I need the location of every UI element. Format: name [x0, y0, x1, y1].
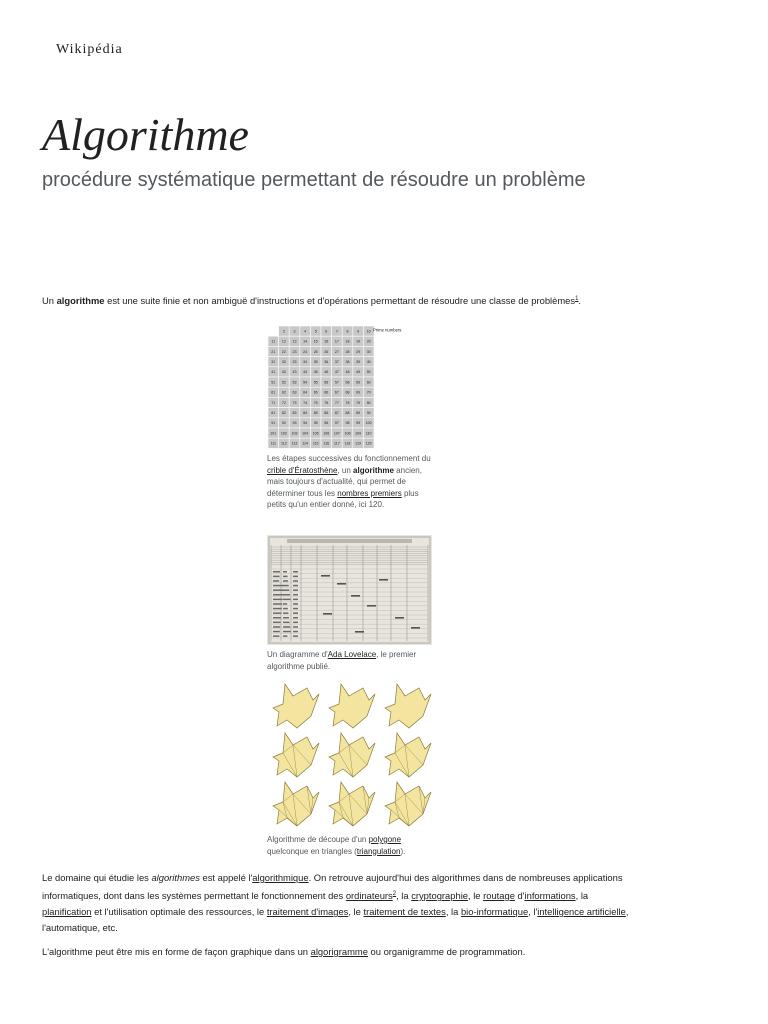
- caption-text: , un: [337, 465, 354, 475]
- link-routage[interactable]: routage: [483, 890, 515, 902]
- diagram-entry: [351, 595, 360, 597]
- diagram-entry: [273, 612, 281, 614]
- sieve-number: 3: [293, 329, 296, 334]
- caption-text: ancien, mais toujours d'actualité, qui permet de déterminer tous les: [267, 465, 422, 498]
- sieve-number: 22: [281, 349, 286, 354]
- diagram-entry: [283, 580, 288, 582]
- diagram-entry: [321, 575, 330, 577]
- sieve-number: 109: [355, 431, 362, 436]
- sieve-number: 45: [313, 370, 318, 375]
- sieve-number: 84: [303, 411, 308, 415]
- sieve-number: 43: [292, 370, 297, 375]
- sieve-number: 57: [334, 380, 339, 385]
- sieve-number: 52: [281, 380, 286, 385]
- sieve-number: 107: [333, 431, 340, 436]
- sieve-number: 67: [334, 390, 339, 395]
- sieve-number: 11: [271, 339, 276, 344]
- sieve-number: 104: [302, 431, 309, 436]
- diagram-entry: [293, 599, 298, 601]
- sieve-number: 88: [345, 411, 350, 415]
- sieve-number: 2: [282, 329, 285, 334]
- sieve-number: 50: [366, 370, 371, 375]
- diagram-entry: [367, 605, 376, 607]
- sieve-number: 36: [324, 360, 329, 364]
- sieve-number: 112: [281, 441, 287, 446]
- ref-link-2[interactable]: 2: [392, 891, 397, 897]
- sieve-number: 46: [324, 370, 329, 375]
- sieve-number: 35: [313, 360, 318, 364]
- diagram-entry: [283, 594, 290, 596]
- sieve-number: 72: [281, 400, 286, 405]
- link-traitement-images[interactable]: traitement d'images: [266, 906, 349, 918]
- caption-text: Un diagramme d': [267, 650, 328, 659]
- diagram-entry: [293, 571, 298, 573]
- sieve-number: 25: [313, 349, 318, 354]
- sieve-number: 93: [292, 421, 297, 426]
- triangulation-step: [385, 782, 431, 826]
- diagram-entry: [273, 599, 283, 601]
- sieve-number: 14: [303, 339, 308, 344]
- sieve-number: 114: [302, 441, 308, 446]
- link-intelligence-artificielle[interactable]: intelligence artificielle: [537, 906, 626, 918]
- triangulation-steps: [273, 684, 431, 826]
- sieve-grid: [268, 326, 374, 448]
- sieve-number: 115: [312, 441, 319, 446]
- sieve-legend: Prime numbers: [373, 327, 402, 333]
- diagram-entry: [273, 589, 283, 591]
- figure-caption-3: [267, 834, 432, 857]
- sieve-number: 17: [334, 339, 339, 344]
- sieve-number: 95: [313, 421, 318, 426]
- text: , l'automatique, etc.: [42, 906, 629, 934]
- diagram-entry: [273, 608, 282, 610]
- sieve-number: 96: [324, 421, 329, 426]
- sieve-number: 75: [313, 400, 318, 405]
- sieve-number: 56: [324, 380, 329, 385]
- sieve-number: 85: [313, 411, 318, 415]
- sieve-number: 5: [314, 329, 317, 334]
- intro-bold-term: algorithme: [56, 295, 105, 307]
- sieve-number: 8: [346, 329, 349, 334]
- link-ada-lovelace[interactable]: Ada Lovelace: [327, 650, 377, 659]
- caption-text: ).: [400, 846, 406, 856]
- diagram-entry: [283, 626, 290, 628]
- sieve-number: 62: [281, 390, 286, 395]
- sieve-number: 59: [356, 380, 361, 385]
- sieve-number: 15: [313, 339, 318, 344]
- diagram-entry: [293, 612, 298, 614]
- diagram-entry: [283, 622, 290, 624]
- diagram-entry: [283, 589, 289, 591]
- sieve-number: 86: [324, 411, 329, 415]
- link-planification[interactable]: planification: [42, 906, 92, 918]
- triangulation-step: [329, 782, 375, 826]
- triangulation-step: [385, 733, 431, 777]
- sieve-number: 73: [292, 400, 297, 405]
- sieve-number: 38: [345, 360, 350, 364]
- sieve-number: 117: [334, 441, 340, 446]
- sieve-number: 87: [334, 411, 339, 415]
- text: ou organigramme de programmation.: [367, 946, 526, 957]
- sieve-number: 61: [271, 390, 276, 395]
- sieve-number: 90: [366, 411, 371, 415]
- caption-text: plus petits qu'un entier donné, ici 120.: [267, 488, 419, 510]
- sieve-number: 100: [365, 421, 372, 426]
- sieve-number: 69: [356, 390, 361, 395]
- sieve-number: 65: [313, 390, 318, 395]
- sieve-number: 54: [303, 380, 308, 385]
- sieve-number: 19: [356, 339, 361, 344]
- figure-sieve: [267, 325, 432, 511]
- sieve-number: 31: [271, 360, 276, 364]
- sieve-number: 23: [292, 349, 297, 354]
- diagram-entry: [293, 635, 298, 637]
- link-polygone[interactable]: polygone: [368, 835, 402, 844]
- link-crible-eratosthene[interactable]: crible d'Ératosthène: [267, 465, 338, 475]
- diagram-entry: [273, 631, 280, 633]
- figure-ada-diagram: [267, 535, 432, 672]
- link-triangulation[interactable]: triangulation: [356, 846, 401, 856]
- sieve-number: 111: [270, 441, 277, 446]
- intro-text: .: [578, 295, 582, 307]
- emphasis-algorithmes: algorithmes: [151, 872, 200, 883]
- sieve-number: 34: [303, 360, 308, 364]
- sieve-number: 44: [303, 370, 308, 375]
- sieve-number: 91: [271, 421, 276, 426]
- page-subtitle: procédure systématique permettant de résoudre un problème: [42, 169, 586, 191]
- link-traitement-textes[interactable]: traitement de textes: [363, 906, 446, 918]
- diagram-entry: [293, 585, 298, 587]
- sieve-number: 53: [292, 380, 297, 385]
- triangulation-step: [329, 684, 375, 728]
- sieve-number: 102: [280, 431, 287, 436]
- sieve-number: 6: [325, 329, 328, 334]
- sieve-number: 63: [292, 390, 297, 395]
- triangulation-step: [329, 733, 375, 777]
- intro-paragraph: [42, 291, 722, 309]
- sieve-number: 37: [334, 360, 339, 364]
- sieve-number: 83: [292, 411, 297, 415]
- diagram-entry: [273, 585, 284, 587]
- diagram-entry: [273, 617, 281, 619]
- sieve-number: 66: [324, 390, 329, 395]
- wikipedia-logo[interactable]: Wikipédia: [56, 42, 123, 57]
- diagram-entry: [283, 571, 287, 573]
- sieve-number: 7: [335, 329, 338, 334]
- caption-text: , le premier algorithme publié.: [267, 650, 417, 671]
- sieve-number: 55: [313, 380, 318, 385]
- caption-text: Algorithme de découpe d'un: [267, 835, 369, 844]
- diagram-entry: [283, 617, 289, 619]
- sieve-number: 32: [281, 360, 286, 364]
- sieve-number: 89: [356, 411, 361, 415]
- diagram-entry: [283, 612, 288, 614]
- caption-text: quelconque en triangles (: [267, 846, 357, 856]
- text: , la: [396, 890, 412, 902]
- diagram-entry: [293, 617, 298, 619]
- sieve-number: 9: [357, 329, 360, 334]
- sieve-number: 110: [365, 431, 372, 436]
- sieve-number: 103: [291, 431, 298, 436]
- page-title: Algorithme: [42, 109, 249, 160]
- sieve-number: 41: [271, 370, 276, 375]
- link-nombres-premiers[interactable]: nombres premiers: [337, 488, 402, 498]
- diagram-entry: [293, 580, 298, 582]
- sieve-number: 82: [281, 411, 286, 415]
- figure-caption-2: [267, 649, 432, 672]
- diagram-entry: [283, 585, 289, 587]
- sieve-number: 108: [344, 431, 351, 436]
- text: , le: [468, 890, 484, 902]
- figure-triangulation: [267, 682, 432, 857]
- sieve-number: 105: [312, 431, 319, 436]
- text: L'algorithme peut être mis en forme de façon graphique dans un: [42, 946, 311, 957]
- sieve-number: 27: [334, 349, 339, 354]
- diagram-entry: [293, 631, 298, 633]
- text: , l': [528, 906, 538, 918]
- ada-lovelace-diagram-image[interactable]: [267, 535, 432, 645]
- sieve-number: 39: [356, 360, 361, 364]
- text: est appelé l': [199, 872, 253, 883]
- diagram-entry: [293, 589, 298, 591]
- intro-text: Un: [42, 295, 57, 307]
- sieve-number: 48: [345, 370, 350, 375]
- text: . On retrouve aujourd'hui des algorithmes dans de nombreuses applications informatiques, dont dans les systèmes permettant le fonctionnement des: [42, 872, 623, 902]
- sieve-number: 76: [324, 400, 329, 405]
- link-ordinateurs[interactable]: ordinateurs: [345, 890, 393, 902]
- diagram-entry: [293, 626, 298, 628]
- diagram-entry: [283, 631, 291, 633]
- text: , la: [575, 890, 589, 902]
- sieve-number: 64: [303, 390, 308, 395]
- sieve-number: 40: [366, 360, 371, 364]
- sieve-number: 49: [356, 370, 361, 375]
- diagram-entry: [293, 576, 298, 578]
- sieve-number: 92: [281, 421, 286, 426]
- triangulation-step: [273, 733, 319, 777]
- sieve-number: 70: [366, 390, 371, 395]
- sieve-number: 118: [344, 441, 351, 446]
- body-paragraph-3: [42, 944, 632, 960]
- sieve-number: 58: [345, 380, 350, 385]
- body-paragraph-2: [42, 870, 632, 936]
- sieve-number: 106: [323, 431, 330, 436]
- sieve-number: 28: [345, 349, 350, 354]
- sieve-number: 98: [345, 421, 350, 426]
- triangulation-image[interactable]: [267, 682, 432, 830]
- sieve-number: 30: [366, 349, 371, 354]
- sieve-number: 74: [303, 400, 308, 405]
- figure-caption-1: [267, 453, 432, 511]
- diagram-entry: [283, 603, 287, 605]
- diagram-entry: [273, 626, 280, 628]
- triangulation-step: [273, 782, 319, 826]
- link-informations[interactable]: informations: [524, 890, 576, 902]
- diagram-entry: [283, 599, 291, 601]
- diagram-entry: [273, 622, 281, 624]
- sieve-number: 24: [303, 349, 308, 354]
- sieve-number: 26: [324, 349, 329, 354]
- sieve-number: 99: [356, 421, 361, 426]
- caption-text: Les étapes successives du fonctionnement du: [267, 454, 431, 463]
- sieve-number: 47: [334, 370, 339, 375]
- sieve-number: 33: [292, 360, 297, 364]
- sieve-number: 18: [345, 339, 350, 344]
- diagram-entry: [323, 613, 332, 615]
- diagram-entry: [395, 617, 404, 619]
- diagram-entry: [283, 608, 288, 610]
- sieve-number: 10: [366, 329, 371, 334]
- text: et l'utilisation optimale des ressources, le: [91, 906, 267, 918]
- diagram-entry: [273, 603, 282, 605]
- sieve-number: 60: [366, 380, 371, 385]
- diagram-entry: [337, 583, 346, 585]
- diagram-entry: [293, 608, 298, 610]
- diagram-entry: [355, 631, 364, 633]
- sieve-number: 20: [366, 339, 371, 344]
- diagram-entry: [273, 594, 283, 596]
- diagram-entry: [293, 622, 298, 624]
- diagram-entry: [273, 576, 280, 578]
- sieve-number: 12: [281, 339, 286, 344]
- diagram-entry: [411, 627, 420, 629]
- text: Le domaine qui étudie les: [42, 872, 152, 883]
- diagram-entry: [379, 579, 388, 581]
- sieve-number: 4: [304, 329, 307, 334]
- sieve-number: 42: [281, 370, 286, 375]
- sieve-number: 80: [366, 400, 371, 405]
- sieve-number: 13: [292, 339, 297, 344]
- link-algorithmique[interactable]: algorithmique: [252, 872, 309, 883]
- sieve-number: 51: [271, 380, 276, 385]
- diagram-entry: [273, 635, 279, 637]
- diagram-entry: [293, 594, 298, 596]
- diagram-entry: [283, 635, 287, 637]
- sieve-number: 116: [323, 441, 330, 446]
- sieve-image[interactable]: [267, 325, 432, 449]
- ref-link-1[interactable]: 1: [575, 296, 579, 302]
- sieve-number: 16: [324, 339, 329, 344]
- sieve-number: 79: [356, 400, 361, 405]
- link-cryptographie[interactable]: cryptographie: [411, 890, 468, 902]
- sieve-number: 21: [271, 349, 276, 354]
- diagram-entry: [293, 603, 298, 605]
- text: , le: [348, 906, 364, 918]
- sieve-number: 77: [334, 400, 339, 405]
- text: d': [514, 890, 525, 902]
- triangulation-step: [385, 684, 431, 728]
- sieve-number: 78: [345, 400, 350, 405]
- intro-text: est une suite finie et non ambiguë d'instructions et d'opérations permettant de résoudre une classe de problèmes: [104, 295, 576, 307]
- caption-bold: algorithme: [353, 465, 394, 475]
- sieve-number: 97: [334, 421, 339, 426]
- sieve-number: 81: [271, 411, 276, 415]
- text: , la: [445, 906, 461, 918]
- sieve-number: 119: [355, 441, 361, 446]
- link-algorigramme[interactable]: algorigramme: [310, 946, 368, 957]
- diagram-header: [287, 539, 412, 543]
- sieve-number: 71: [271, 400, 276, 405]
- triangulation-step: [273, 684, 319, 728]
- sieve-number: 29: [356, 349, 361, 354]
- diagram-entry: [273, 571, 280, 573]
- diagram-entry: [283, 576, 288, 578]
- sieve-number: 101: [270, 431, 277, 436]
- sieve-number: 68: [345, 390, 350, 395]
- diagram-entry: [273, 580, 279, 582]
- sieve-number: 120: [365, 441, 372, 446]
- sieve-number: 113: [291, 441, 298, 446]
- sieve-number: 94: [303, 421, 308, 426]
- link-bio-informatique[interactable]: bio-informatique: [460, 906, 529, 918]
